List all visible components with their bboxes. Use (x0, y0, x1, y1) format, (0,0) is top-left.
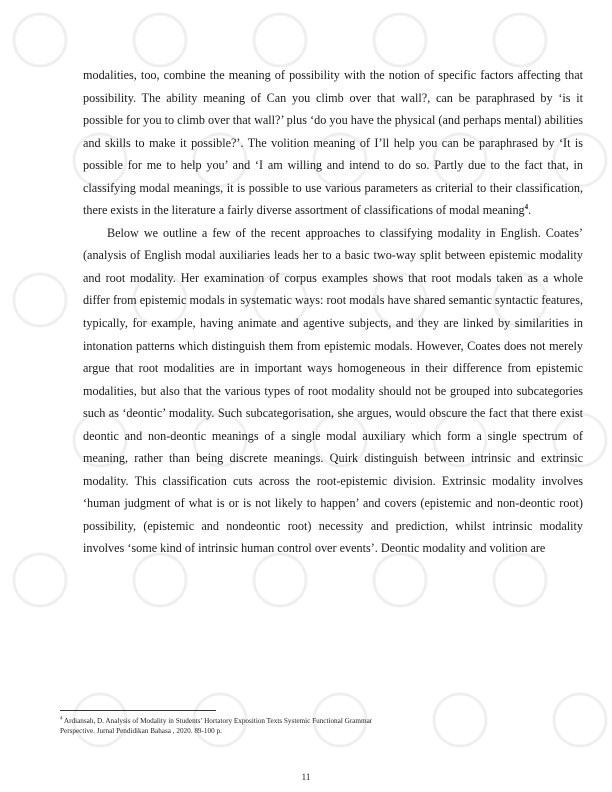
footnote-reference[interactable]: 4 (524, 203, 529, 212)
paragraph-2: Below we outline a few of the recent approaches to classifying modality in English. Coates’ (analysis of English modal auxiliaries leads her to a basic two-way split between epistemic modality and root modality. Her examination of corpus examples shows that root modals taken as a whole differ from epistemic modals in systematic ways: root modals have shared semantic syntactic features, typically, for example, having animate and agentive subjects, and they are linked by similarities in intonation patterns which distinguish them from epistemic modals. However, Coates does not merely argue that root modalities are in important ways homogeneous in their difference from epistemic modalities, but also that the various types of root modality should not be grouped into subcategories such as ‘deontic’ modality. Such subcategorisation, she argues, would obscure the fact that there exist deontic and non-deontic meanings of a single modal auxiliary which form a single spectrum of meaning, rather than being discrete meanings. Quirk distinguish between intrinsic and extrinsic modality. This classification cuts across the root-epistemic division. Extrinsic modality involves ‘human judgment of what is or is not likely to happen’ and covers (epistemic and non-deontic root) possibility, (epistemic and nondeontic root) necessity and prediction, whilst intrinsic modality involves ‘some kind of intrinsic human control over events’. Deontic modality and volition are (83, 225, 583, 556)
footnote-separator (60, 710, 216, 711)
page-number: 11 (301, 772, 311, 782)
document-body (83, 64, 583, 560)
paragraph-1-text: modalities, too, combine the meaning of possibility with the notion of specific factors affecting that possibility. The ability meaning of Can you climb over that wall?, can be paraphrased by ‘is it possible for you to climb over that wall?’ plus ‘do you have the physical (and perhaps mental) abilities and skills to make it possible?’. The volition meaning of I’ll help you can be paraphrased by ‘It is possible for me to help you’ and ‘I am willing and intend to do so. Partly due to the fact that, in classifying modal meanings, it is possible to use various parameters as criterial to their classification, there exists in the literature a fairly diverse assortment of classifications of modal meaning (83, 68, 583, 218)
footnote-citation-line-2: Perspective. Jurnal Pendidikan Bahasa , 2020. 89-100 p. (60, 727, 222, 735)
footnote-number: 4 (60, 716, 63, 722)
paragraph-1-end: . (528, 203, 532, 218)
footnote (60, 716, 580, 736)
footnote-citation-line-1: Ardiansah, D. Analysis of Modality in Students’ Hortatory Exposition Texts Systemic Functional Grammar (63, 717, 373, 725)
paragraph-1 (83, 64, 583, 222)
